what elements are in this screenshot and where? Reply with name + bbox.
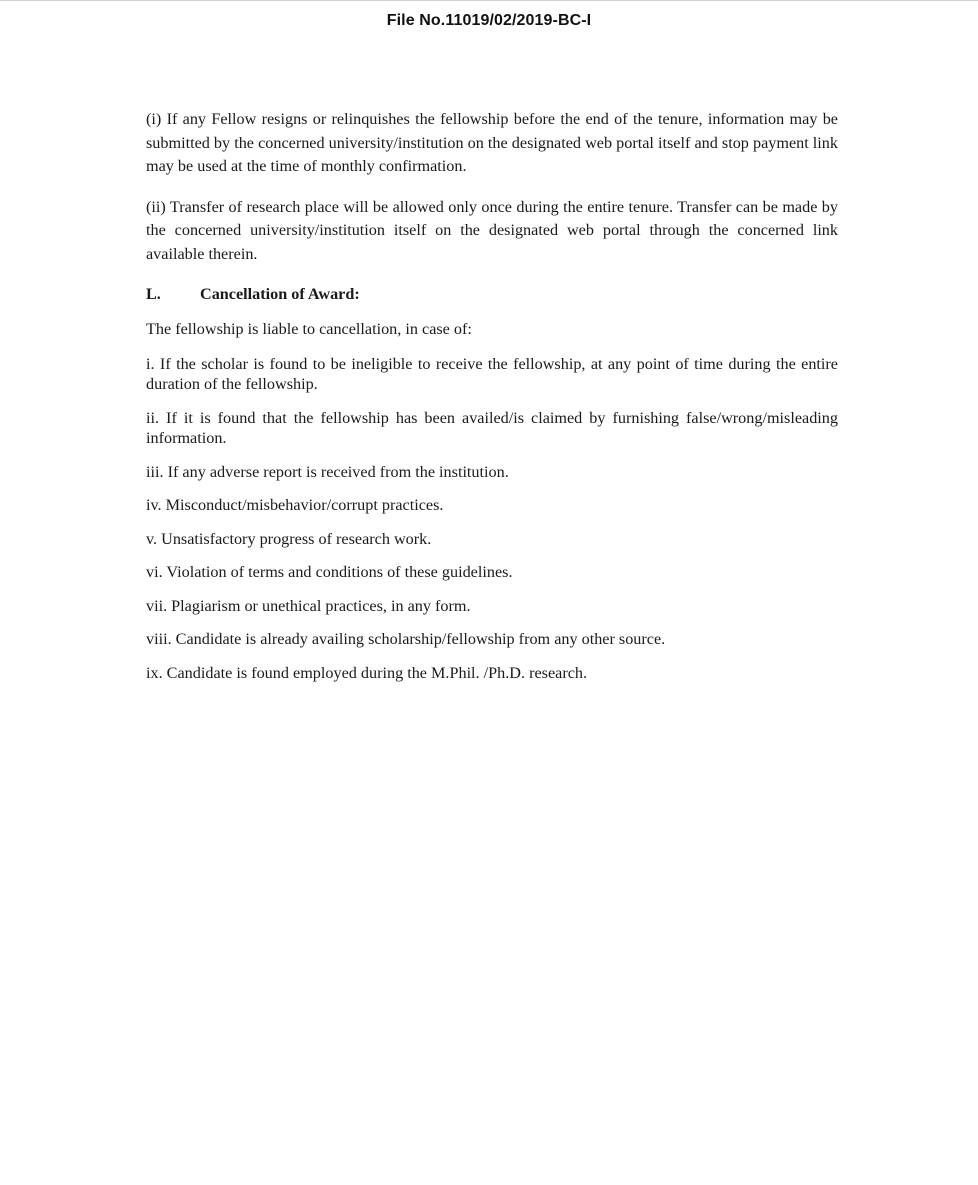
list-item: v. Unsatisfactory progress of research work. bbox=[146, 529, 432, 548]
document-body bbox=[146, 108, 838, 696]
paragraph-resignation: (i) If any Fellow resigns or relinquishes the fellowship before the end of the tenure, information may be submitted by the concerned university/institution on the designated web portal itself and stop payment link may be used at the time of monthly confirmation. bbox=[146, 110, 838, 175]
list-item: viii. Candidate is already availing scholarship/fellowship from any other source. bbox=[146, 630, 666, 648]
list-item: i. If the scholar is found to be ineligible to receive the fellowship, at any point of time during the entire duration of the fellowship. bbox=[146, 354, 838, 393]
list-item: vii. Plagiarism or unethical practices, in any form. bbox=[146, 596, 471, 615]
section-title: Cancellation of Award: bbox=[200, 285, 360, 303]
paragraph-transfer: (ii) Transfer of research place will be allowed only once during the entire tenure. Transfer can be made by the concerned university/institution itself on the designated web portal through the concerned link available therein. bbox=[146, 197, 838, 263]
list-item: iii. If any adverse report is received from the institution. bbox=[146, 462, 509, 481]
file-number-header: File No.11019/02/2019-BC-I bbox=[386, 12, 592, 29]
list-item: vi. Violation of terms and conditions of these guidelines. bbox=[146, 563, 513, 581]
list-item: ii. If it is found that the fellowship has been availed/is claimed by furnishing false/wrong/misleading information. bbox=[146, 408, 838, 447]
section-intro: The fellowship is liable to cancellation, in case of: bbox=[146, 320, 472, 338]
cancellation-list bbox=[146, 354, 838, 684]
section-letter: L. bbox=[146, 285, 161, 303]
section-heading bbox=[146, 283, 838, 306]
top-border-line bbox=[0, 0, 978, 1]
list-item: iv. Misconduct/misbehavior/corrupt practices. bbox=[146, 496, 444, 514]
list-item: ix. Candidate is found employed during the M.Phil. /Ph.D. research. bbox=[146, 663, 588, 682]
